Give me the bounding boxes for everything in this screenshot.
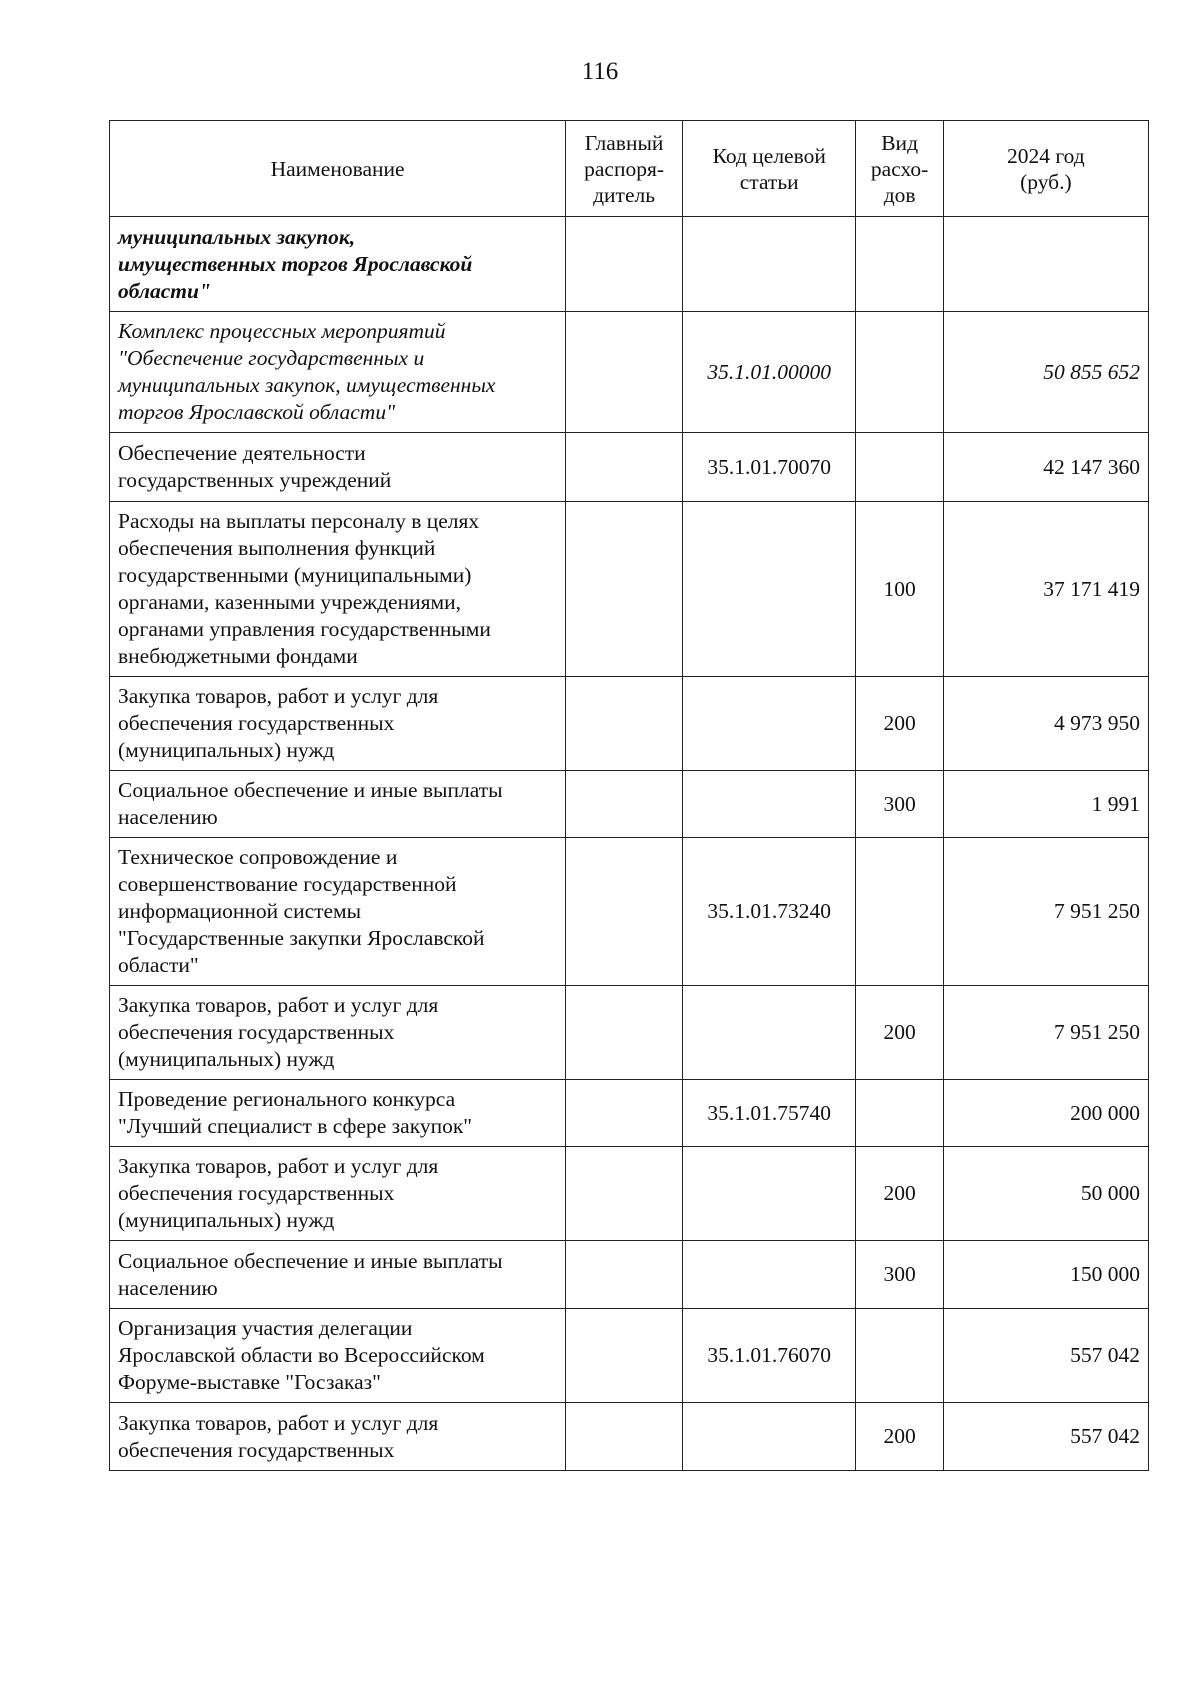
cell-code: 35.1.01.75740 <box>682 1080 856 1147</box>
cell-code <box>682 986 856 1080</box>
cell-sum: 557 042 <box>943 1403 1148 1471</box>
cell-glav <box>566 838 683 986</box>
cell-sum: 200 000 <box>943 1080 1148 1147</box>
cell-name-line: органами управления государственными <box>118 617 491 641</box>
header-vid-line: Вид <box>881 130 919 155</box>
cell-code: 35.1.01.00000 <box>682 312 856 433</box>
cell-vid: 200 <box>856 677 943 771</box>
cell-code <box>682 677 856 771</box>
cell-name <box>110 502 566 677</box>
header-glav <box>566 121 683 217</box>
cell-vid: 300 <box>856 1241 943 1309</box>
cell-name-line: Закупка товаров, работ и услуг для <box>118 1154 439 1178</box>
cell-glav <box>566 502 683 677</box>
cell-vid: 200 <box>856 986 943 1080</box>
cell-sum: 42 147 360 <box>943 433 1148 502</box>
cell-name-line: обеспечения государственных <box>118 1181 395 1205</box>
cell-name <box>110 1309 566 1403</box>
cell-vid <box>856 217 943 312</box>
cell-glav <box>566 1080 683 1147</box>
table-row <box>110 677 1149 771</box>
cell-vid: 300 <box>856 771 943 838</box>
header-code <box>682 121 856 217</box>
cell-vid <box>856 838 943 986</box>
cell-name-line: области" <box>118 953 199 977</box>
cell-code <box>682 771 856 838</box>
cell-name-line: государственными (муниципальными) <box>118 563 472 587</box>
cell-sum: 557 042 <box>943 1309 1148 1403</box>
cell-name-line: Закупка товаров, работ и услуг для <box>118 684 439 708</box>
cell-name-line: Техническое сопровождение и <box>118 845 398 869</box>
header-code-line: статьи <box>739 169 799 194</box>
table-row <box>110 771 1149 838</box>
cell-vid <box>856 1309 943 1403</box>
cell-name <box>110 433 566 502</box>
cell-name-line: Комплекс процессных мероприятий <box>118 319 446 343</box>
cell-name-line: обеспечения выполнения функций <box>118 536 436 560</box>
cell-name-line: государственных учреждений <box>118 468 392 492</box>
table-row <box>110 433 1149 502</box>
cell-name-line: (муниципальных) нужд <box>118 1047 335 1071</box>
cell-sum: 7 951 250 <box>943 838 1148 986</box>
cell-name <box>110 1241 566 1309</box>
cell-name <box>110 838 566 986</box>
cell-name <box>110 1080 566 1147</box>
cell-name-line: имущественных торгов Ярославской <box>118 251 473 276</box>
cell-name-line: обеспечения государственных <box>118 1437 395 1462</box>
cell-code <box>682 1403 856 1471</box>
cell-name-line: Проведение регионального конкурса <box>118 1087 456 1111</box>
cell-name <box>110 312 566 433</box>
page-number: 116 <box>581 58 619 85</box>
cell-name-line: населению <box>118 805 218 829</box>
table-row <box>110 217 1149 312</box>
table-row <box>110 502 1149 677</box>
cell-name-line: внебюджетными фондами <box>118 644 358 668</box>
cell-name <box>110 771 566 838</box>
table-row <box>110 312 1149 433</box>
cell-name-line: Закупка товаров, работ и услуг для <box>118 993 439 1017</box>
cell-name-line: Обеспечение деятельности <box>118 441 366 465</box>
cell-sum: 50 000 <box>943 1147 1148 1241</box>
cell-vid: 200 <box>856 1403 943 1471</box>
cell-glav <box>566 1241 683 1309</box>
cell-sum: 4 973 950 <box>943 677 1148 771</box>
cell-glav <box>566 986 683 1080</box>
cell-vid: 100 <box>856 502 943 677</box>
table-row <box>110 1147 1149 1241</box>
cell-name-line: Форуме-выставке "Госзаказ" <box>118 1370 381 1394</box>
table-row <box>110 1403 1149 1471</box>
table-row <box>110 838 1149 986</box>
header-code-line: Код целевой <box>712 143 826 168</box>
table-row <box>110 986 1149 1080</box>
cell-code <box>682 217 856 312</box>
cell-sum: 1 991 <box>943 771 1148 838</box>
header-sum-line: 2024 год <box>1007 143 1085 168</box>
cell-name-line: (муниципальных) нужд <box>118 738 335 762</box>
cell-name-line: Ярославской области во Всероссийском <box>118 1343 485 1367</box>
cell-name-line: Закупка товаров, работ и услуг для <box>118 1410 439 1435</box>
cell-name-line: "Государственные закупки Ярославской <box>118 926 485 950</box>
cell-name-line: информационной системы <box>118 899 362 923</box>
table-header-row <box>110 121 1149 217</box>
cell-sum: 50 855 652 <box>943 312 1148 433</box>
cell-name-line: населению <box>118 1275 218 1300</box>
cell-name-line: области" <box>118 278 211 303</box>
table-body <box>110 217 1149 1471</box>
cell-name-line: обеспечения государственных <box>118 1020 395 1044</box>
cell-code <box>682 1147 856 1241</box>
cell-name-line: Социальное обеспечение и иные выплаты <box>118 778 503 802</box>
cell-name-line: муниципальных закупок, имущественных <box>118 373 496 397</box>
cell-glav <box>566 1147 683 1241</box>
cell-name-line: Социальное обеспечение и иные выплаты <box>118 1248 503 1273</box>
cell-name-line: Расходы на выплаты персоналу в целях <box>118 509 480 533</box>
cell-vid: 200 <box>856 1147 943 1241</box>
table-row <box>110 1309 1149 1403</box>
header-glav-line: дитель <box>593 182 656 207</box>
cell-name-line: органами, казенными учреждениями, <box>118 590 461 614</box>
cell-name <box>110 217 566 312</box>
header-vid-line: дов <box>883 182 916 207</box>
cell-name-line: муниципальных закупок, <box>118 224 356 249</box>
cell-vid <box>856 1080 943 1147</box>
cell-vid <box>856 312 943 433</box>
header-sum <box>943 121 1148 217</box>
cell-vid <box>856 433 943 502</box>
table-row <box>110 1080 1149 1147</box>
cell-code: 35.1.01.73240 <box>682 838 856 986</box>
header-glav-line: распоря- <box>584 156 665 181</box>
cell-code <box>682 1241 856 1309</box>
cell-code: 35.1.01.76070 <box>682 1309 856 1403</box>
cell-name <box>110 1403 566 1471</box>
cell-sum <box>943 217 1148 312</box>
cell-code: 35.1.01.70070 <box>682 433 856 502</box>
cell-name-line: совершенствование государственной <box>118 872 457 896</box>
cell-glav <box>566 312 683 433</box>
cell-name-line: "Лучший специалист в сфере закупок" <box>118 1114 473 1138</box>
cell-glav <box>566 1309 683 1403</box>
cell-code <box>682 502 856 677</box>
cell-glav <box>566 677 683 771</box>
header-name: Наименование <box>110 121 566 217</box>
cell-name-line: "Обеспечение государственных и <box>118 346 425 370</box>
header-glav-line: Главный <box>584 130 664 155</box>
cell-glav <box>566 217 683 312</box>
header-vid-line: расхо- <box>870 156 929 181</box>
cell-name-line: (муниципальных) нужд <box>118 1208 335 1232</box>
cell-sum: 37 171 419 <box>943 502 1148 677</box>
header-vid <box>856 121 943 217</box>
cell-name <box>110 677 566 771</box>
cell-glav <box>566 771 683 838</box>
cell-name <box>110 1147 566 1241</box>
header-sum-line: (руб.) <box>1020 169 1072 194</box>
cell-glav <box>566 1403 683 1471</box>
cell-name-line: Организация участия делегации <box>118 1316 413 1340</box>
table-row <box>110 1241 1149 1309</box>
cell-name-line: обеспечения государственных <box>118 711 395 735</box>
cell-sum: 7 951 250 <box>943 986 1148 1080</box>
cell-name <box>110 986 566 1080</box>
budget-table <box>109 120 1149 1471</box>
cell-sum: 150 000 <box>943 1241 1148 1309</box>
cell-glav <box>566 433 683 502</box>
cell-name-line: торгов Ярославской области" <box>118 400 396 424</box>
